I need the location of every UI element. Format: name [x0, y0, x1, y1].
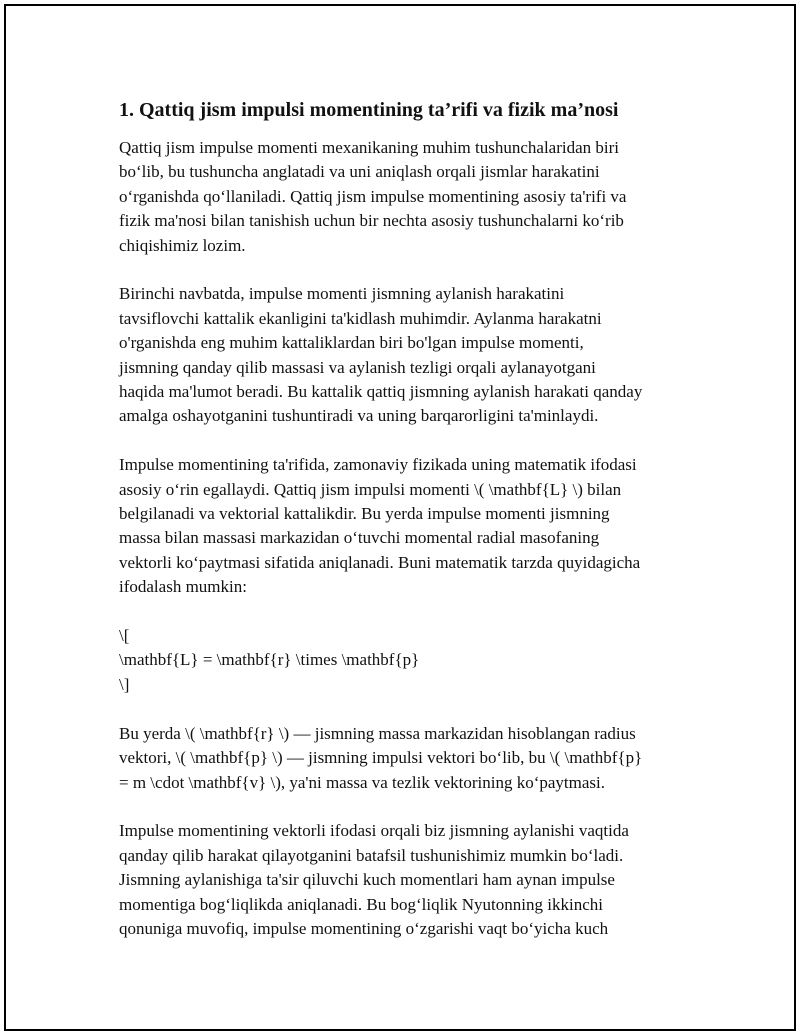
text-line: massa bilan massasi markazidan o‘tuvchi momental radial masofaning [119, 528, 600, 548]
text-line: chiqishimiz lozim. [119, 235, 246, 255]
paragraph-variables [119, 722, 689, 795]
text-line: Bu yerda \( \mathbf{r} \) — jismning massa markazidan hisoblangan radius [119, 723, 636, 743]
text-line: bo‘lib, bu tushuncha anglatadi va uni aniqlash orqali jismlar harakatini [119, 162, 600, 182]
text-line: belgilanadi va vektorial kattalikdir. Bu yerda impulse momenti jismning [119, 504, 610, 524]
formula-line: \] [119, 674, 130, 694]
text-line: asosiy o‘rin egallaydi. Qattiq jism impulsi momenti \( \mathbf{L} \) bilan [119, 479, 622, 499]
paragraph-definition [119, 453, 689, 599]
formula-block [119, 624, 689, 697]
text-line: Impulse momentining ta'rifida, zamonaviy fizikada uning matematik ifodasi [119, 455, 637, 475]
text-line: o'rganishda eng muhim kattaliklardan biri bo'lgan impulse momenti, [119, 333, 584, 353]
paragraph-rotation [119, 282, 689, 428]
text-line: Birinchi navbatda, impulse momenti jismning aylanish harakatini [119, 284, 565, 304]
text-line: qonuniga muvofiq, impulse momentining o‘zgarishi vaqt bo‘yicha kuch [119, 918, 609, 938]
text-line: tavsiflovchi kattalik ekanligini ta'kidlash muhimdir. Aylanma harakatni [119, 308, 602, 328]
page-frame [4, 4, 796, 1031]
paragraph-vector-form [119, 819, 689, 941]
section-heading: 1. Qattiq jism impulsi momentining ta’rifi va fizik ma’nosi [119, 99, 619, 121]
text-line: = m \cdot \mathbf{v} \), ya'ni massa va tezlik vektorining ko‘paytmasi. [119, 772, 605, 792]
text-line: o‘rganishda qo‘llaniladi. Qattiq jism impulse momentining asosiy ta'rifi va [119, 186, 627, 206]
text-line: Jismning aylanishiga ta'sir qiluvchi kuch momentlari ham aynan impulse [119, 870, 615, 890]
document-body [119, 98, 689, 966]
formula-line: \mathbf{L} = \mathbf{r} \times \mathbf{p} [119, 650, 420, 670]
text-line: Impulse momentining vektorli ifodasi orqali biz jismning aylanishi vaqtida [119, 821, 629, 841]
text-line: jismning qanday qilib massasi va aylanish tezligi orqali aylanayotgani [119, 357, 596, 377]
text-line: momentiga bog‘liqlikda aniqlanadi. Bu bog‘liqlik Nyutonning ikkinchi [119, 894, 603, 914]
paragraph-intro [119, 136, 689, 258]
formula-line: \[ [119, 626, 130, 646]
text-line: vektori, \( \mathbf{p} \) — jismning impulsi vektori bo‘lib, bu \( \mathbf{p} [119, 748, 643, 768]
text-line: vektorli ko‘paytmasi sifatida aniqlanadi. Buni matematik tarzda quyidagicha [119, 552, 641, 572]
text-line: qanday qilib harakat qilayotganini batafsil tushunishimiz mumkin bo‘ladi. [119, 845, 624, 865]
text-line: amalga oshayotganini tushuntiradi va uning barqarorligini ta'minlaydi. [119, 406, 599, 426]
text-line: ifodalash mumkin: [119, 577, 247, 597]
text-line: Qattiq jism impulse momenti mexanikaning muhim tushunchalaridan biri [119, 138, 620, 157]
text-line: haqida ma'lumot beradi. Bu kattalik qattiq jismning aylanish harakati qanday [119, 382, 643, 402]
text-line: fizik ma'nosi bilan tanishish uchun bir nechta asosiy tushunchalarni ko‘rib [119, 211, 624, 231]
